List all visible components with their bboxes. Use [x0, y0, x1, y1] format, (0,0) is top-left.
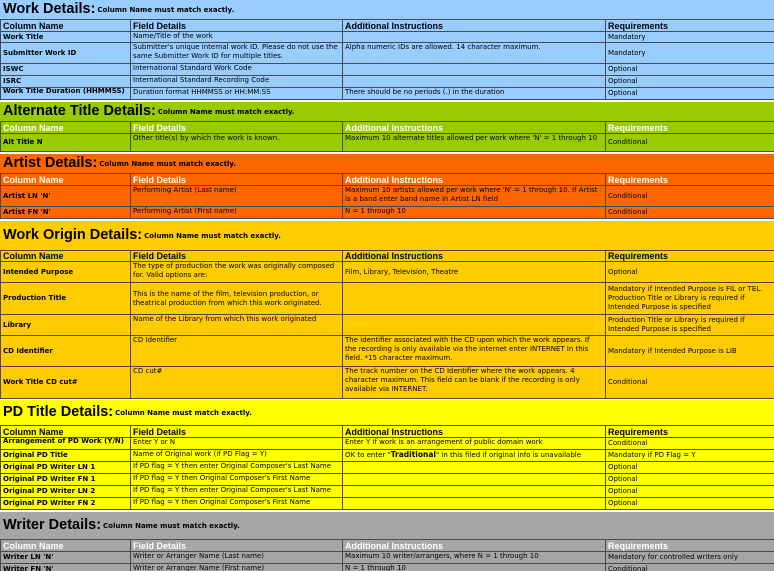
cell-requirements[interactable]: Conditional — [606, 207, 774, 219]
cell-requirements[interactable]: Optional — [606, 498, 774, 510]
cell-column-name[interactable]: Submitter Work ID — [1, 43, 131, 64]
cell-column-name[interactable]: Production Title — [1, 283, 131, 315]
origin-section — [0, 221, 774, 399]
header-row — [1, 251, 774, 262]
cell-column-name[interactable]: Writer FN 'N' — [1, 564, 131, 571]
cell-column-name[interactable]: Original PD Writer LN 1 — [1, 462, 131, 474]
section-subtitle: Column Name must match exactly. — [97, 6, 235, 14]
cell-instructions[interactable]: N = 1 through 10 — [343, 564, 606, 571]
header-column-name: Column Name — [1, 122, 131, 134]
header-field-details: Field Details — [131, 20, 343, 32]
cell-field-details[interactable]: Submitter's unique internal work ID. Please do not use the same Submitter Work ID for multiple titles. — [131, 43, 343, 64]
header-additional-instructions: Additional Instructions — [343, 122, 606, 134]
cell-requirements[interactable]: Conditional — [606, 367, 774, 399]
header-row — [1, 540, 774, 552]
cell-column-name[interactable]: Work Title — [1, 32, 131, 43]
cell-instructions[interactable] — [343, 64, 606, 76]
header-requirements: Requirements — [606, 251, 774, 262]
cell-requirements[interactable]: Optional — [606, 462, 774, 474]
section-title-work — [0, 0, 774, 19]
header-row — [1, 122, 774, 134]
table-row — [1, 552, 774, 564]
cell-requirements[interactable]: Optional — [606, 64, 774, 76]
cell-requirements[interactable]: Mandatory if Intended Purpose is LIB — [606, 336, 774, 367]
table-row — [1, 367, 774, 399]
table-row — [1, 43, 774, 64]
section-subtitle: Column Name must match exactly. — [115, 409, 252, 417]
cell-requirements[interactable]: Mandatory for controlled writers only — [606, 552, 774, 564]
header-requirements: Requirements — [606, 426, 774, 438]
table-row — [1, 315, 774, 336]
cell-field-details[interactable]: Enter Y or N — [131, 438, 343, 450]
cell-column-name[interactable]: Original PD Writer FN 1 — [1, 474, 131, 486]
section-title-text: Writer Details: — [3, 517, 102, 533]
cell-field-details[interactable]: Duration format HHMMSS or HH:MM:SS — [131, 88, 343, 100]
table-row — [1, 450, 774, 462]
header-requirements: Requirements — [606, 174, 774, 186]
cell-instructions[interactable]: There should be no periods (.) in the duration — [343, 88, 606, 100]
cell-instructions[interactable]: The track number on the CD Identifier where the work appears. 4 character maximum. This field can be blank if the recording is only available via INTERNET. — [343, 367, 606, 399]
cell-instructions[interactable] — [343, 76, 606, 88]
work-table — [0, 19, 774, 100]
header-column-name: Column Name — [1, 251, 131, 262]
header-field-details: Field Details — [131, 426, 343, 438]
cell-instructions[interactable] — [343, 32, 606, 43]
cell-column-name[interactable]: Original PD Writer LN 2 — [1, 486, 131, 498]
table-row — [1, 498, 774, 510]
cell-instructions[interactable]: The identifier associated with the CD upon which the work appears. If the recording is only available via the internet enter INTERNET in this field. *15 character maximum. — [343, 336, 606, 367]
pd-table — [0, 425, 774, 510]
cell-field-details[interactable]: Name of Original work (if PD Flag = Y) — [131, 450, 343, 462]
instructions-pre: OK to enter " — [345, 451, 391, 459]
table-row — [1, 336, 774, 367]
header-row — [1, 174, 774, 186]
cell-field-details[interactable]: This is the name of the film, television production, or theatrical production from which this work originated. — [131, 283, 343, 315]
cell-column-name[interactable]: Artist LN 'N' — [1, 186, 131, 207]
cell-field-details[interactable]: Name of the Library from which this work originated — [131, 315, 343, 336]
header-additional-instructions: Additional Instructions — [343, 20, 606, 32]
origin-table — [0, 250, 774, 399]
table-row — [1, 474, 774, 486]
cell-field-details[interactable]: CD cut# — [131, 367, 343, 399]
table-row — [1, 564, 774, 571]
column-name-text: Arrangement of PD Work (Y/N) — [3, 438, 124, 445]
section-title-text: Work Details: — [3, 1, 96, 17]
cell-column-name[interactable] — [1, 88, 131, 100]
header-additional-instructions: Additional Instructions — [343, 251, 606, 262]
section-title-artist — [0, 154, 774, 173]
work-section — [0, 0, 774, 100]
table-row — [1, 283, 774, 315]
cell-field-details[interactable]: Writer or Arranger Name (Last name) — [131, 552, 343, 564]
header-column-name: Column Name — [1, 174, 131, 186]
table-row — [1, 88, 774, 100]
header-additional-instructions: Additional Instructions — [343, 540, 606, 552]
cell-instructions[interactable] — [343, 315, 606, 336]
alternate-section — [0, 102, 774, 152]
section-title-alternate — [0, 102, 774, 121]
cell-requirements[interactable]: Conditional — [606, 438, 774, 450]
cell-field-details[interactable]: If PD flag = Y then enter Original Composer's Last Name — [131, 486, 343, 498]
section-subtitle: Column Name must match exactly. — [144, 232, 281, 240]
cell-instructions[interactable]: Maximum 10 artists allowed per work where 'N' = 1 through 10. If Artist is a band enter band name in Artist LN field — [343, 186, 606, 207]
cell-instructions[interactable] — [343, 498, 606, 510]
table-row — [1, 134, 774, 152]
instructions-bold: Traditional — [390, 450, 436, 459]
writer-section — [0, 512, 774, 571]
cell-requirements[interactable]: Mandatory if Intended Purpose is FIL or TEL. Production Title or Library is required if Intended Purpose is specified — [606, 283, 774, 315]
section-subtitle: Column Name must match exactly. — [99, 160, 237, 168]
cell-column-name[interactable]: Library — [1, 315, 131, 336]
cell-column-name[interactable]: Alt Title N — [1, 134, 131, 152]
cell-field-details[interactable]: If PD flag = Y then enter Original Composer's Last Name — [131, 462, 343, 474]
header-column-name: Column Name — [1, 20, 131, 32]
header-field-details: Field Details — [131, 251, 343, 262]
table-row — [1, 186, 774, 207]
header-additional-instructions: Additional Instructions — [343, 174, 606, 186]
cell-requirements[interactable]: Conditional — [606, 564, 774, 571]
section-subtitle: Column Name must match exactly. — [103, 522, 240, 530]
cell-field-details[interactable]: If PD flag = Y then Original Composer's First Name — [131, 498, 343, 510]
header-column-name: Column Name — [1, 540, 131, 552]
cell-requirements[interactable]: Conditional — [606, 134, 774, 152]
table-row — [1, 207, 774, 219]
cell-requirements[interactable]: Optional — [606, 76, 774, 88]
table-row — [1, 32, 774, 43]
table-row — [1, 64, 774, 76]
cell-field-details[interactable]: Performing Artist (First name) — [131, 207, 343, 219]
cell-instructions[interactable] — [343, 486, 606, 498]
section-subtitle: Column Name must match exactly. — [157, 108, 295, 116]
header-field-details: Field Details — [131, 174, 343, 186]
cell-column-name[interactable]: Artist FN 'N' — [1, 207, 131, 219]
cell-field-details[interactable]: CD Identifier — [131, 336, 343, 367]
cell-instructions[interactable] — [343, 450, 606, 462]
cell-field-details[interactable]: If PD flag = Y then Original Composer's First Name — [131, 474, 343, 486]
table-row — [1, 76, 774, 88]
cell-field-details[interactable]: Other title(s) by which the work is known. — [131, 134, 343, 152]
cell-requirements[interactable]: Mandatory if PD Flag = Y — [606, 450, 774, 462]
cell-field-details[interactable]: Name/Title of the work — [131, 32, 343, 43]
header-requirements: Requirements — [606, 540, 774, 552]
cell-requirements[interactable]: Optional — [606, 486, 774, 498]
cell-requirements[interactable]: Optional — [606, 262, 774, 283]
table-row — [1, 486, 774, 498]
cell-instructions[interactable] — [343, 462, 606, 474]
cell-column-name[interactable]: CD Identifier — [1, 336, 131, 367]
cell-instructions[interactable] — [343, 474, 606, 486]
instructions-post: " in this filed if original info is unavailable — [435, 451, 582, 459]
section-title-text: PD Title Details: — [3, 404, 114, 420]
cell-column-name[interactable]: Original PD Title — [1, 450, 131, 462]
cell-instructions[interactable]: Enter Y if work is an arrangement of public domain work — [343, 438, 606, 450]
header-column-name: Column Name — [1, 426, 131, 438]
header-requirements: Requirements — [606, 122, 774, 134]
artist-section — [0, 154, 774, 219]
cell-field-details[interactable]: Performing Artist (Last name) — [131, 186, 343, 207]
header-row — [1, 20, 774, 32]
section-title-pd — [0, 400, 774, 425]
alternate-table — [0, 121, 774, 152]
header-field-details: Field Details — [131, 122, 343, 134]
cell-field-details[interactable]: International Standard Recording Code — [131, 76, 343, 88]
cell-instructions[interactable]: Maximum 10 writer/arrangers, where N = 1 through 10 — [343, 552, 606, 564]
cell-column-name[interactable]: Original PD Writer FN 2 — [1, 498, 131, 510]
header-row — [1, 426, 774, 438]
cell-column-name[interactable]: ISWC — [1, 64, 131, 76]
cell-field-details[interactable]: The type of production the work was originally composed for. Valid options are: — [131, 262, 343, 283]
column-name-text: Work Title Duration (HHMMSS) — [3, 88, 125, 95]
cell-instructions[interactable]: Alpha numeric IDs are allowed. 14 character maximum. — [343, 43, 606, 64]
cell-instructions[interactable]: Maximum 10 alternate titles allowed per work where 'N' = 1 through 10 — [343, 134, 606, 152]
cell-column-name[interactable]: Writer LN 'N' — [1, 552, 131, 564]
header-additional-instructions: Additional Instructions — [343, 426, 606, 438]
table-row — [1, 462, 774, 474]
section-title-writer — [0, 512, 774, 539]
header-requirements: Requirements — [606, 20, 774, 32]
table-row — [1, 262, 774, 283]
cell-requirements[interactable]: Optional — [606, 88, 774, 100]
section-title-text: Work Origin Details: — [3, 227, 143, 243]
cell-requirements[interactable]: Mandatory — [606, 43, 774, 64]
table-row — [1, 438, 774, 450]
cell-column-name[interactable]: Intended Purpose — [1, 262, 131, 283]
cell-instructions[interactable] — [343, 283, 606, 315]
pd-section — [0, 400, 774, 510]
section-title-origin — [0, 221, 774, 250]
section-title-text: Alternate Title Details: — [3, 103, 156, 119]
writer-table — [0, 539, 774, 571]
cell-field-details[interactable]: International Standard Work Code — [131, 64, 343, 76]
cell-column-name[interactable]: ISRC — [1, 76, 131, 88]
header-field-details: Field Details — [131, 540, 343, 552]
cell-field-details[interactable]: Writer or Arranger Name (First name) — [131, 564, 343, 571]
section-title-text: Artist Details: — [3, 155, 98, 171]
cell-requirements[interactable]: Optional — [606, 474, 774, 486]
cell-column-name[interactable] — [1, 438, 131, 450]
artist-table — [0, 173, 774, 219]
cell-instructions[interactable]: N = 1 through 10 — [343, 207, 606, 219]
cell-requirements[interactable]: Production Title or Library is required if Intended Purpose is specified — [606, 315, 774, 336]
cell-column-name[interactable]: Work Title CD cut# — [1, 367, 131, 399]
cell-requirements[interactable]: Mandatory — [606, 32, 774, 43]
cell-requirements[interactable]: Conditional — [606, 186, 774, 207]
cell-instructions[interactable]: Film, Library, Television, Theatre — [343, 262, 606, 283]
